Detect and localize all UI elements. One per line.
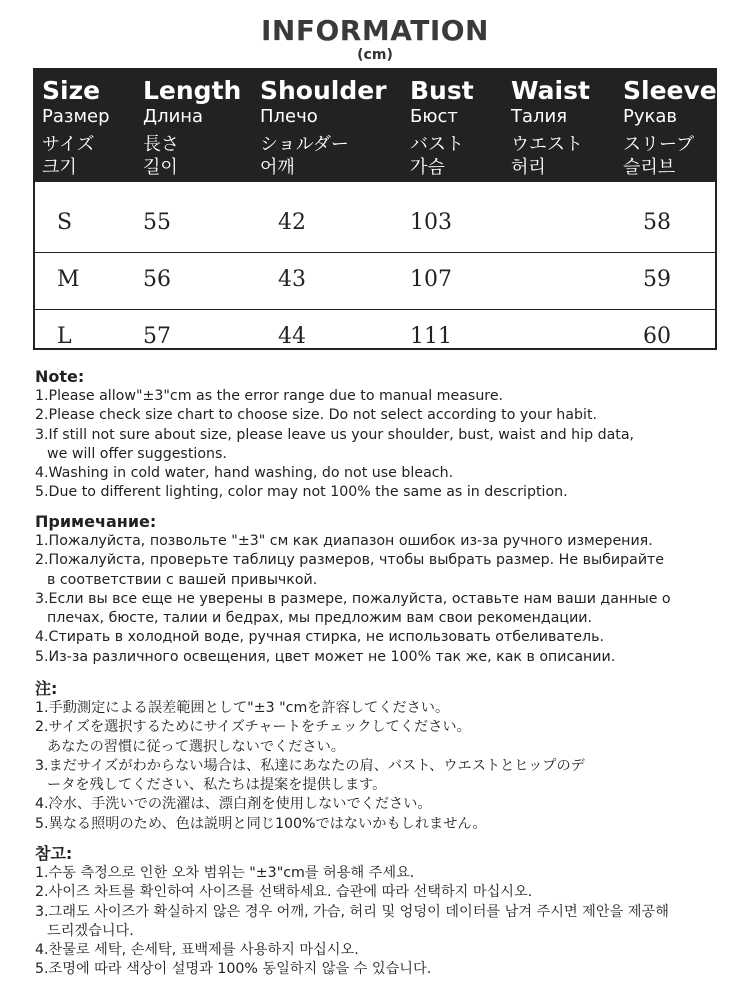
cell-shoulder: 43 — [278, 267, 306, 292]
table-row — [35, 253, 715, 310]
cell-bust: 111 — [410, 324, 452, 349]
header-label-ru: Бюст — [410, 106, 458, 127]
header-label-ko: 어깨 — [260, 157, 295, 178]
table-header — [35, 70, 715, 182]
note-line: we will offer suggestions. — [47, 445, 227, 462]
cell-length: 56 — [143, 267, 171, 292]
note-line: 드리겠습니다. — [47, 922, 134, 939]
header-label-ru: Рукав — [623, 106, 678, 127]
cell-size: M — [57, 267, 80, 292]
header-label-ja: 長さ — [143, 134, 179, 155]
note-line: 4.Стирать в холодной воде, ручная стирка, не использовать отбеливатель. — [35, 629, 604, 646]
header-label-ru: Размер — [42, 106, 110, 127]
cell-size: S — [57, 210, 73, 235]
note-line: ータを残してください、私たちは提案を提供します。 — [47, 777, 387, 794]
note-line: 2.사이즈 차트를 확인하여 사이즈를 선택하세요. 습관에 따라 선택하지 마십시오. — [35, 884, 533, 901]
cell-sleeve: 58 — [643, 210, 671, 235]
cell-shoulder: 42 — [278, 210, 306, 235]
notes-heading: Примечание: — [35, 512, 157, 531]
note-line: 2.サイズを選択するためにサイズチャートをチェックしてください。 — [35, 719, 471, 736]
header-label-ja: ショルダー — [260, 134, 349, 155]
header-label: Waist — [511, 76, 590, 105]
table-row — [35, 196, 715, 253]
header-label-ko: 길이 — [143, 157, 178, 178]
note-line: 3.If still not sure about size, please leave us your shoulder, bust, waist and hip data, — [35, 426, 635, 443]
header-label-ja: サイズ — [42, 134, 95, 155]
header-label: Bust — [410, 76, 474, 105]
cell-size: L — [57, 324, 72, 349]
note-line: 5.Из-за различного освещения, цвет может не 100% так же, как в описании. — [35, 648, 616, 665]
cell-bust: 103 — [410, 210, 452, 235]
notes-heading: 注: — [35, 679, 58, 698]
cell-length: 57 — [143, 324, 171, 349]
header-label-ko: 크기 — [42, 157, 77, 178]
header-label-ko: 허리 — [511, 157, 546, 178]
note-line: 5.조명에 따라 색상이 설명과 100% 동일하지 않을 수 있습니다. — [35, 961, 432, 978]
header-label-ja: バスト — [410, 134, 464, 155]
notes-english — [35, 366, 735, 503]
note-line: 4.Washing in cold water, hand washing, do not use bleach. — [35, 465, 454, 482]
note-line: плечах, бюсте, талии и бедрах, мы предложим вам свои рекомендации. — [47, 610, 593, 627]
note-line: 1.手動測定による誤差範囲として"±3 "cmを許容してください。 — [35, 700, 450, 716]
header-label: Shoulder — [260, 76, 387, 105]
note-line: 2.Пожалуйста, проверьте таблицу размеров, чтобы выбрать размер. Не выбирайте — [35, 552, 665, 569]
notes-heading: 참고: — [35, 844, 73, 863]
note-line: 5.異なる照明のため、色は説明と同じ100%ではないかもしれません。 — [35, 815, 487, 832]
note-line: 1.Please allow"±3"cm as the error range due to manual measure. — [35, 388, 504, 404]
header-label-ko: 가슴 — [410, 157, 445, 178]
size-table — [33, 68, 717, 350]
page-title: INFORMATION — [261, 14, 489, 47]
notes-korean — [35, 843, 735, 980]
cell-sleeve: 59 — [643, 267, 671, 292]
header-label: Length — [143, 76, 242, 105]
notes-heading: Note: — [35, 367, 85, 386]
note-line: 5.Due to different lighting, color may not 100% the same as in description. — [35, 484, 568, 501]
table-row — [35, 310, 715, 366]
note-line: 1.Пожалуйста, позвольте "±3" см как диапазон ошибок из-за ручного измерения. — [35, 533, 653, 549]
cell-length: 55 — [143, 210, 171, 235]
note-line: 4.冷水、手洗いでの洗濯は、漂白剤を使用しないでください。 — [35, 796, 432, 813]
cell-sleeve: 60 — [643, 324, 671, 349]
note-line: 2.Please check size chart to choose size. Do not select according to your habit. — [35, 407, 598, 424]
note-line: 4.찬물로 세탁, 손세탁, 표백제를 사용하지 마십시오. — [35, 942, 359, 959]
cell-shoulder: 44 — [278, 324, 306, 349]
note-line: 3.Если вы все еще не уверены в размере, пожалуйста, оставьте нам ваши данные о — [35, 590, 671, 607]
header-label-ja: スリーブ — [623, 134, 695, 155]
note-line: в соответствии с вашей привычкой. — [47, 571, 318, 588]
header-label-ru: Длина — [143, 106, 204, 127]
header-label-ko: 슬리브 — [623, 157, 676, 178]
header-label-ru: Плечо — [260, 106, 318, 127]
notes-russian — [35, 511, 735, 667]
note-line: あなたの習慣に従って選択しないでください。 — [47, 738, 345, 755]
header-label: Sleeve — [623, 76, 717, 105]
notes-japanese — [35, 678, 735, 834]
cell-bust: 107 — [410, 267, 452, 292]
note-line: 3.まだサイズがわからない場合は、私達にあなたの肩、バスト、ウエストとヒップのデ — [35, 757, 585, 774]
note-line: 3.그래도 사이즈가 확실하지 않은 경우 어깨, 가슴, 허리 및 엉덩이 데이터를 남겨 주시면 제안을 제공해 — [35, 903, 669, 920]
unit-label: (cm) — [357, 47, 393, 63]
header-label: Size — [42, 76, 101, 105]
header-label-ru: Талия — [511, 106, 568, 127]
header-label-ja: ウエスト — [511, 134, 583, 155]
note-line: 1.수동 측정으로 인한 오차 범위는 "±3"cm를 허용해 주세요. — [35, 865, 415, 881]
